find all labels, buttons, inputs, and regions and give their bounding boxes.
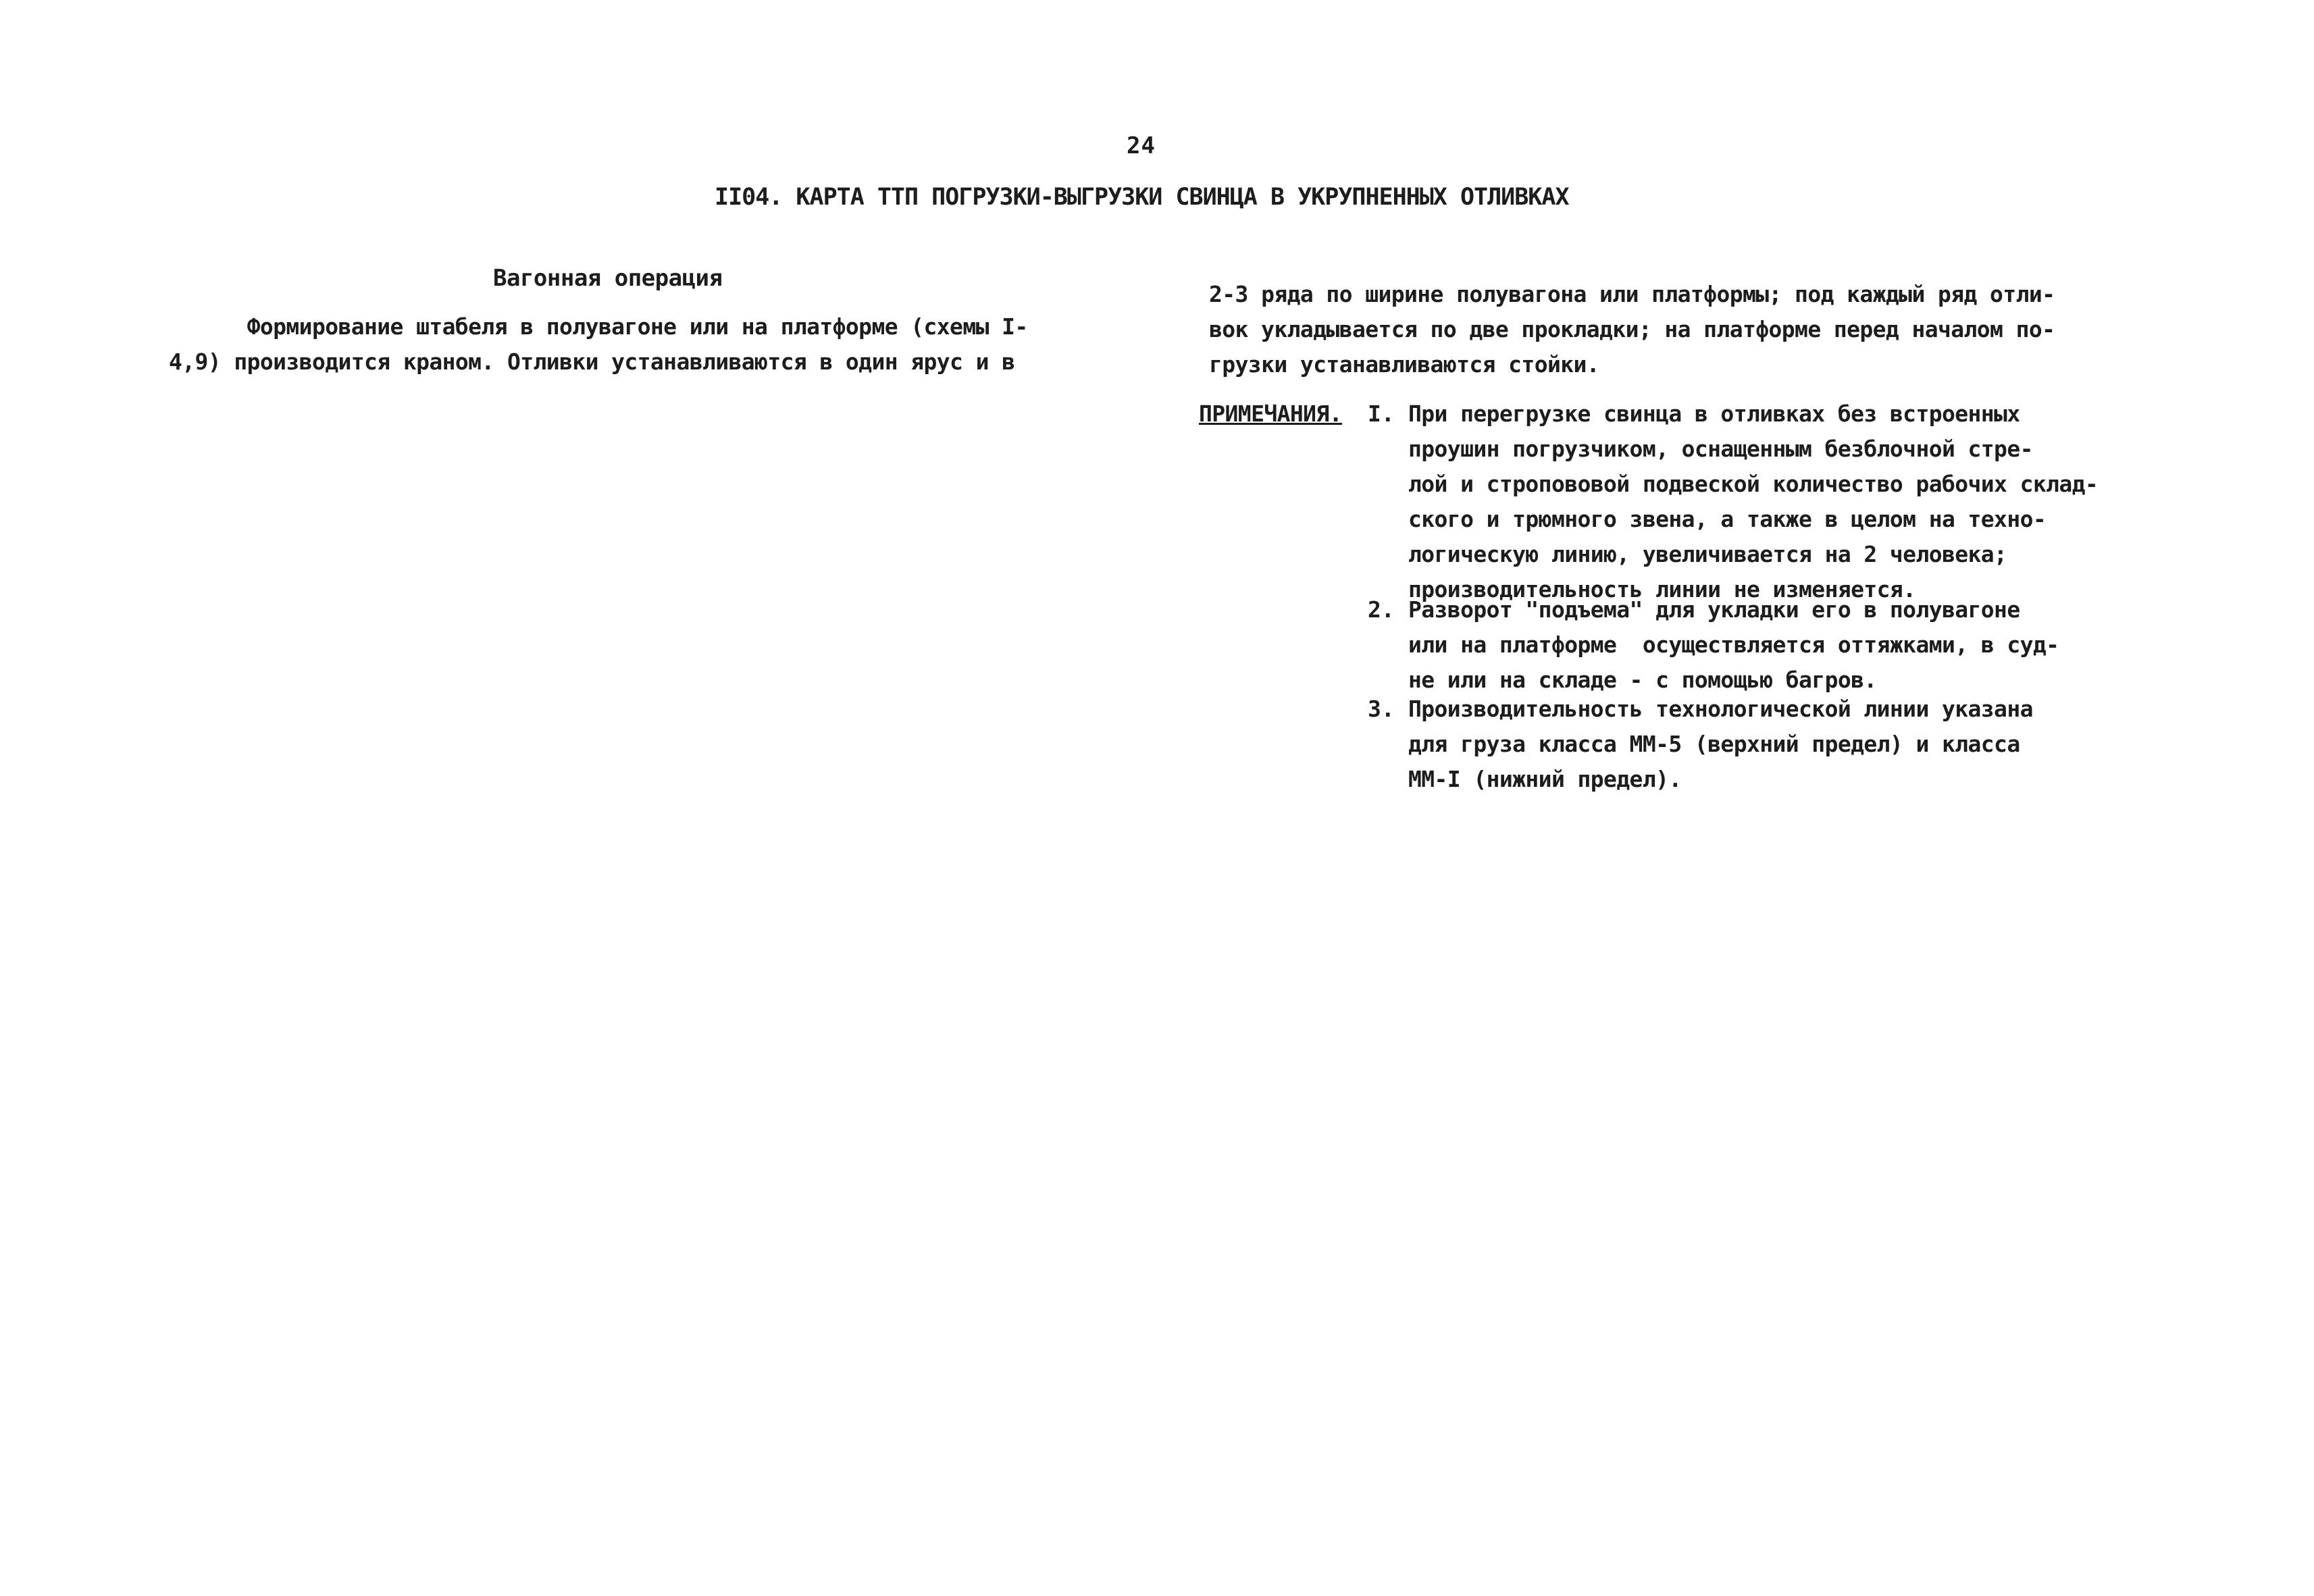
note-number: 2.	[1368, 596, 1395, 623]
text-line: Формирование штабеля в полувагоне или на платформе (схемы I-	[169, 313, 1028, 340]
text-line: 2-3 ряда по ширине полувагона или платформы; под каждый ряд отли-	[1209, 281, 2055, 307]
note-body	[1408, 692, 2185, 797]
text-line: производительность линии не изменяется.	[1408, 576, 1916, 602]
text-line: проушин погрузчиком, оснащенным безблочной стре-	[1408, 436, 2033, 462]
note-body	[1408, 592, 2185, 698]
text-line: При перегрузке свинца в отливках без встроенных	[1408, 401, 2020, 427]
left-column	[169, 265, 1094, 380]
text-line: лой и стропововой подвеской количество рабочих склад-	[1408, 471, 2099, 497]
right-column	[1209, 277, 2168, 382]
text-line: ского и трюмного звена, а также в целом на техно-	[1408, 506, 2047, 532]
text-line: Производительность технологической линии указана	[1408, 696, 2033, 722]
text-line: или на платформе осуществляется оттяжками, в суд-	[1408, 632, 2059, 658]
note-number: 3.	[1368, 696, 1395, 722]
text-line: не или на складе - с помощью багров.	[1408, 667, 1877, 693]
document-title: II04. КАРТА ТТП ПОГРУЗКИ-ВЫГРУЗКИ СВИНЦА В УКРУПНЕННЫХ ОТЛИВКАХ	[715, 184, 1569, 211]
text-line: 4,9) производится краном. Отливки устанавливаются в один ярус и в	[169, 349, 1015, 375]
text-line: ММ-I (нижний предел).	[1408, 766, 1682, 792]
text-line: грузки устанавливаются стойки.	[1209, 351, 1600, 378]
text-line: для груза класса ММ-5 (верхний предел) и класса	[1408, 731, 2020, 757]
text-line: логическую линию, увеличивается на 2 человека;	[1408, 541, 2007, 567]
text-line: Разворот "подъема" для укладки его в полувагоне	[1408, 596, 2020, 623]
page-number: 24	[1127, 132, 1156, 159]
note-body	[1408, 396, 2185, 607]
section-heading: Вагонная операция	[493, 265, 723, 292]
text-line: вок укладывается по две прокладки; на платформе перед началом по-	[1209, 316, 2055, 342]
notes-label: ПРИМЕЧАНИЯ.	[1199, 401, 1342, 427]
note-number: I.	[1368, 401, 1395, 427]
